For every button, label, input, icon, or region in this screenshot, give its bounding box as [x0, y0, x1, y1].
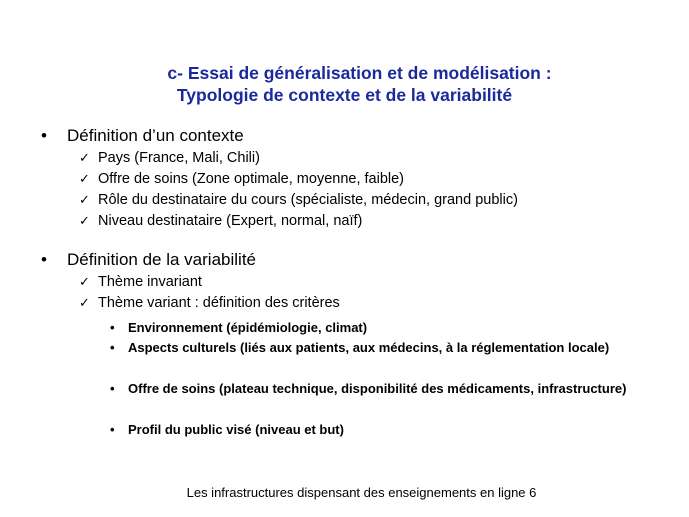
slide-footer: Les infrastructures dispensant des enseignements en ligne 6: [186, 485, 537, 500]
bullet-icon: •: [110, 381, 115, 396]
bullet-icon: •: [110, 422, 115, 437]
bullet-icon: •: [41, 250, 47, 269]
check-icon: ✓: [79, 150, 90, 165]
check-icon: ✓: [79, 274, 90, 289]
check-icon: ✓: [79, 192, 90, 207]
check-icon: ✓: [79, 171, 90, 186]
bullet-icon: •: [110, 340, 115, 355]
check-icon: ✓: [79, 213, 90, 228]
title-line-1: c- Essai de généralisation et de modélisation :: [167, 63, 552, 83]
bullet-icon: •: [41, 126, 47, 145]
slide-title: [0, 62, 689, 106]
bullet-icon: •: [110, 320, 115, 335]
slide: c- Essai de généralisation et de modélisation : Typologie de contexte et de la variabilité • Définition d’un contexte ✓ Pays (France, Mali, Chili) ✓ Offre de soins (Zone optimale, moyenne, faible) ✓ Rôle du destinataire du cours (spécialiste, médecin, grand public) ✓ Niveau destinataire (Expert, normal, naïf) • Définition de la variabilité ✓ Thème invariant ✓ Thème variant : définition des critères • Environnement (épidémiologie, climat) • Aspects culturels (liés aux patients, aux médecins, à la réglementation locale) • Offre de soins (plateau technique, disponibilité des médicaments, infrastructure) • Profil du public visé (niveau et but) Les infrastructures dispensant des enseignements en ligne 6: [0, 0, 689, 517]
check-icon: ✓: [79, 295, 90, 310]
title-line-2: Typologie de contexte et de la variabilité: [176, 85, 513, 105]
